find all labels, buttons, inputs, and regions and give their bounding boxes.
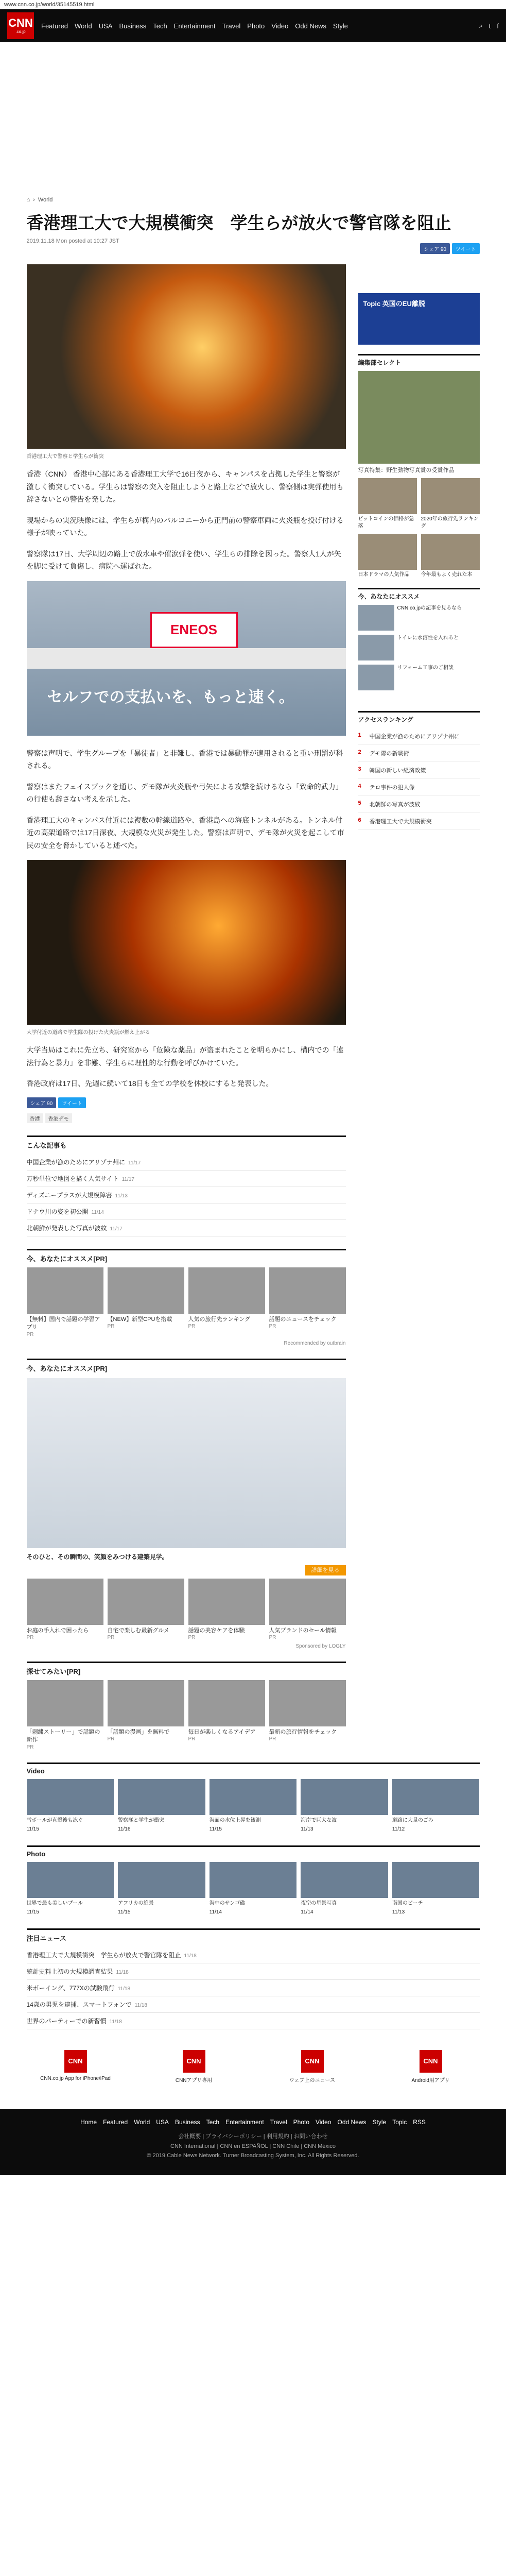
list-item[interactable] <box>27 1204 346 1220</box>
sidebar-rec-heading: 今、あなたにオススメ <box>358 588 480 601</box>
sidebar-select-item[interactable] <box>421 534 480 579</box>
footer-link[interactable]: Business <box>175 2118 200 2126</box>
cta-button[interactable]: 詳細を見る <box>305 1565 346 1575</box>
popular-list <box>27 1154 346 1236</box>
topic-banner[interactable]: Topic 英国のEU離脱 <box>358 293 480 345</box>
list-item-text: ディズニープラスが大規模障害 <box>26 1191 112 1199</box>
thumb-image <box>392 1779 480 1815</box>
card-text: 話題のニュースをチェック <box>269 1316 337 1323</box>
nav-item[interactable]: Photo <box>247 22 265 30</box>
card-text: 「話題の漫画」を無料で <box>107 1728 170 1735</box>
twitter-share-button[interactable]: ツイート <box>58 1097 86 1108</box>
list-item-date: 11/17 <box>121 1176 134 1182</box>
cnn-app-icon: CNN <box>183 2050 205 2073</box>
sidebar-rec-item[interactable] <box>358 635 480 660</box>
thumb-text: 世界で最も美しいプール <box>26 1900 83 1906</box>
tag-list <box>27 1113 346 1123</box>
sidebar-select-text: 日本ドラマの人気作品 <box>358 572 410 578</box>
sidebar-select-heading: 編集部セレクト <box>358 354 480 367</box>
ranking-text: テロ事件の犯人像 <box>369 784 415 791</box>
list-item[interactable] <box>27 1947 480 1963</box>
thumb-image <box>27 1779 114 1815</box>
footer-link[interactable]: Travel <box>270 2118 287 2126</box>
list-item[interactable] <box>27 1187 346 1204</box>
thumb-date: 11/15 <box>209 1826 222 1833</box>
rec-card[interactable] <box>27 1579 103 1640</box>
sidebar-select-text: 今年最もよく売れた本 <box>421 572 473 578</box>
card-text: 「刺繍ストーリー」で話題の新作 <box>26 1728 100 1743</box>
paragraph: 香港（CNN） 香港中心部にある香港理工大学で16日夜から、キャンパスを占拠した学生と警察が激しく衝突している。学生らは警察の突入を阻止しようと路上などで放火し、警察側は実弾使用も辞さないとの警告を発した。 <box>26 470 344 504</box>
nav-item[interactable]: Tech <box>153 22 167 30</box>
thumb-text: 海岸で巨大な波 <box>301 1817 337 1823</box>
card-thumbnail <box>27 1680 103 1726</box>
sidebar-feature-text[interactable]: 写真特集：野生動物写真賞の受賞作品 <box>358 467 455 474</box>
sidebar-rec-thumb <box>358 605 394 631</box>
logly-brand[interactable]: Sponsored by LOGLY <box>295 1643 346 1649</box>
rec2-cards <box>27 1579 346 1640</box>
thumb-date: 11/15 <box>118 1909 131 1916</box>
card-text: 人気ブランドのセール情報 <box>269 1627 337 1634</box>
facebook-share-button[interactable]: シェア 90 <box>420 243 450 254</box>
footer-links <box>0 2119 506 2126</box>
nav-item[interactable]: Entertainment <box>173 22 216 30</box>
copyright: © 2019 Cable News Network. Turner Broadcasting System, Inc. All Rights Reserved. <box>147 2152 359 2159</box>
app-label: CNNアプリ専用 <box>175 2077 213 2083</box>
nav-item[interactable]: Business <box>119 22 147 30</box>
eneos-sign: ENEOS <box>150 612 238 648</box>
app-link[interactable] <box>37 2050 114 2083</box>
ranking-item[interactable] <box>358 779 480 796</box>
app-link[interactable] <box>155 2050 233 2083</box>
sidebar-rec-text: トイレに水溶性を入れると <box>397 635 459 641</box>
thumb-item[interactable] <box>392 1862 480 1916</box>
nav-item[interactable]: Odd News <box>295 22 326 30</box>
nav-item[interactable]: USA <box>98 22 113 30</box>
footer-link[interactable]: Photo <box>293 2118 309 2126</box>
card-source: PR <box>269 1634 276 1640</box>
card-thumbnail <box>188 1579 265 1625</box>
card-text: 毎日が楽しくなるアイデア <box>188 1728 256 1735</box>
list-item-text: 中国企業が漁のためにアリゾナ州に <box>26 1158 126 1166</box>
list-item-text: 統計史料上初の大規模調査結果 <box>26 1968 113 1975</box>
video-ad[interactable] <box>27 1378 346 1548</box>
footer <box>0 2109 506 2175</box>
footer-link[interactable]: World <box>134 2118 150 2126</box>
thumb-text: 道路に大量のごみ <box>392 1817 433 1823</box>
list-item-date: 11/17 <box>128 1160 141 1166</box>
rec-card[interactable] <box>269 1267 346 1337</box>
photo-row <box>27 1862 480 1916</box>
card-thumbnail <box>27 1267 103 1314</box>
card-text: 話題の美容ケアを体験 <box>188 1627 245 1634</box>
footer-sub2[interactable]: CNN International | CNN en ESPAÑOL | CNN Chile | CNN México <box>170 2143 336 2149</box>
thumb-text: 南国のビーチ <box>392 1900 423 1906</box>
footer-link[interactable]: USA <box>156 2118 169 2126</box>
list-item-text: 米ボーイング、777Xの試験飛行 <box>26 1984 115 1992</box>
card-thumbnail <box>188 1267 265 1314</box>
url-bar <box>0 0 506 9</box>
list-item-text: 世界のパーティーでの新習慣 <box>26 2017 107 2025</box>
footer-link[interactable]: Style <box>372 2118 387 2126</box>
share-buttons-bottom <box>27 1097 346 1108</box>
card-text: 【無料】国内で話題の学習アプリ <box>26 1316 100 1331</box>
sidebar-select-item[interactable] <box>421 478 480 530</box>
cnn-app-icon: CNN <box>420 2050 442 2073</box>
rec-card[interactable] <box>27 1680 103 1750</box>
list-item[interactable] <box>27 1154 346 1171</box>
footer-link[interactable]: RSS <box>413 2118 426 2126</box>
thumb-text: 雪ボールが直撃後も泳ぐ <box>26 1817 83 1823</box>
list-item[interactable] <box>27 1171 346 1187</box>
nav-item[interactable]: Style <box>333 22 348 30</box>
thumb-item[interactable] <box>392 1779 480 1833</box>
sidebar-rec-thumb <box>358 635 394 660</box>
sidebar-rec-item[interactable] <box>358 605 480 631</box>
card-source: PR <box>188 1324 196 1330</box>
rec1-cards <box>27 1267 346 1337</box>
url-text: www.cnn.co.jp/world/35145519.html <box>4 2 95 8</box>
card-text: 【NEW】新型CPUを搭載 <box>107 1316 172 1323</box>
thumb-item[interactable] <box>27 1862 114 1916</box>
article-body <box>27 264 346 1750</box>
thumb-text: 夜空の星景写真 <box>301 1900 337 1906</box>
card-text: 自宅で楽しむ最新グルメ <box>107 1627 169 1634</box>
video-row <box>27 1779 480 1833</box>
thumb-date: 11/12 <box>392 1826 405 1833</box>
list-item-text: ドナウ川の姿を初公開 <box>26 1208 89 1215</box>
card-text: 人気の旅行先ランキング <box>188 1316 251 1323</box>
list-item[interactable] <box>27 1996 480 2013</box>
rec-card[interactable] <box>188 1680 265 1750</box>
video-heading: Video <box>27 1762 480 1775</box>
thumb-image <box>301 1862 388 1898</box>
rec3-cards <box>27 1680 346 1750</box>
popular-heading: こんな記事も <box>27 1136 346 1150</box>
card-thumbnail <box>269 1267 346 1314</box>
list-item-text: 14歳の男児を逮捕、スマートフォンで <box>26 2001 132 2008</box>
card-thumbnail <box>269 1579 346 1625</box>
thumb-item[interactable] <box>210 1779 297 1833</box>
card-thumbnail <box>188 1680 265 1726</box>
thumb-image <box>210 1862 297 1898</box>
sidebar-select-grid <box>358 478 480 579</box>
card-thumbnail <box>108 1579 184 1625</box>
card-source: PR <box>26 1331 34 1337</box>
list-item-date: 11/14 <box>91 1209 104 1215</box>
list-item-date: 11/18 <box>117 1986 131 1992</box>
rec2-heading: 今、あなたにオススメ[PR] <box>27 1359 346 1373</box>
ranking-number: 3 <box>358 766 361 772</box>
rec-card[interactable] <box>108 1579 184 1640</box>
paragraph: 香港政府は17日、先週に続いて18日も全ての学校を休校にすると発表した。 <box>26 1079 273 1088</box>
breadcrumb-section[interactable]: World <box>38 197 53 203</box>
card-source: PR <box>269 1736 276 1742</box>
search-icon[interactable]: ⌕ <box>479 22 483 29</box>
footer-link[interactable]: Tech <box>206 2118 220 2126</box>
page-content <box>27 197 480 2083</box>
thumb-text: 警察隊と学生が衝突 <box>118 1817 165 1823</box>
list-item-date: 11/13 <box>115 1193 128 1199</box>
latest-list <box>27 1947 480 2029</box>
card-source: PR <box>269 1324 276 1330</box>
list-item-date: 11/18 <box>184 1953 197 1959</box>
card-source: PR <box>107 1634 115 1640</box>
ranking-number: 4 <box>358 783 361 789</box>
sidebar-rec-thumb <box>358 665 394 690</box>
ranking-heading: アクセスランキング <box>358 711 480 724</box>
home-icon[interactable]: ⌂ <box>26 197 30 203</box>
thumb-date: 11/16 <box>118 1826 131 1833</box>
ranking-number: 1 <box>358 732 361 738</box>
ad-canopy <box>27 648 346 669</box>
hero-image <box>27 264 346 449</box>
nav-item[interactable]: Featured <box>41 22 68 30</box>
thumb-date: 11/15 <box>26 1826 39 1833</box>
app-label: CNN.co.jp App for iPhone/iPad <box>40 2075 111 2081</box>
ranking-item[interactable] <box>358 762 480 779</box>
app-label: ウェブ上のニュース <box>289 2077 336 2083</box>
card-source: PR <box>107 1324 115 1330</box>
thumb-image <box>118 1862 205 1898</box>
cnn-app-icon: CNN <box>64 2050 87 2073</box>
cnn-logo[interactable]: CNN .co.jp <box>7 12 34 39</box>
list-item[interactable] <box>27 1220 346 1236</box>
facebook-share-button[interactable]: シェア 90 <box>27 1097 57 1108</box>
sidebar-select-thumb <box>358 478 417 514</box>
rec-card[interactable] <box>108 1267 184 1337</box>
card-source: PR <box>188 1634 196 1640</box>
sidebar-feature-image[interactable] <box>358 371 480 464</box>
thumb-date: 11/13 <box>392 1909 405 1916</box>
sidebar-rec-item[interactable] <box>358 665 480 690</box>
photo-heading: Photo <box>27 1845 480 1858</box>
ranking-number: 2 <box>358 749 361 755</box>
card-text: 最新の旅行情報をチェック <box>269 1728 337 1735</box>
sidebar-rec-text: CNN.co.jpの記事を見るなら <box>397 605 462 611</box>
ranking-text: 中国企業が漁のためにアリゾナ州に <box>369 733 460 740</box>
sidebar-select-thumb <box>421 478 480 514</box>
video-ad-caption: そのひと、その瞬間の、笑顔をみつける建築見学。 <box>26 1553 168 1561</box>
footer-link[interactable]: Video <box>316 2118 331 2126</box>
facebook-icon[interactable]: f <box>497 22 499 30</box>
list-item-text: 香港理工大で大規模衝突 学生らが放火で警官隊を阻止 <box>26 1951 181 1959</box>
share-buttons <box>27 243 480 254</box>
app-links <box>27 2050 480 2083</box>
ranking-item[interactable] <box>358 728 480 745</box>
card-source: PR <box>26 1634 34 1640</box>
sidebar-select-item[interactable] <box>358 478 417 530</box>
thumb-text: 海中のサンゴ礁 <box>209 1900 246 1906</box>
article-photo <box>27 860 346 1025</box>
card-thumbnail <box>108 1680 184 1726</box>
paragraph: 現場からの実況映像には、学生らが構内のバルコニーから正門前の警察車両に火炎瓶を投げ付ける様子が映っていた。 <box>26 516 344 537</box>
rec-card[interactable] <box>269 1579 346 1640</box>
thumb-image <box>118 1779 205 1815</box>
sidebar-rec-list <box>358 605 480 690</box>
thumb-text: 海面の水位上昇を観測 <box>209 1817 261 1823</box>
rec-card[interactable] <box>269 1680 346 1750</box>
ranking-text: 韓国の新しい経済政策 <box>369 767 426 774</box>
hero-caption: 香港理工大で警察と学生らが衝突 <box>26 454 104 460</box>
rec-card[interactable] <box>27 1267 103 1337</box>
thumb-item[interactable] <box>301 1779 388 1833</box>
list-item-date: 11/18 <box>109 2019 122 2025</box>
article-date: 2019.11.18 Mon posted at 10:27 JST <box>26 238 119 245</box>
ranking-text: 北朝鮮の写真が波紋 <box>369 801 421 808</box>
paragraph: 香港理工大のキャンパス付近には複数の幹線道路や、香港島への海底トンネルがある。トンネル付近の高架道路では17日深夜、大規模な火災が発生した。警察は声明で、デモ隊が火災を起こして市民の安全を脅かしていると述べた。 <box>26 816 344 850</box>
card-thumbnail <box>269 1680 346 1726</box>
paragraph: 大学当局はこれに先立ち、研究室から「危険な薬品」が盗まれたことを明らかにし、構内での「違法行為と暴力」を非難、学生らに理性的な行動を呼びかけていた。 <box>26 1046 344 1067</box>
thumb-date: 11/14 <box>209 1909 222 1916</box>
thumb-date: 11/14 <box>301 1909 313 1916</box>
footer-sub1[interactable]: 会社概要 | プライバシーポリシー | 利用規約 | お問い合わせ <box>178 2133 328 2140</box>
thumb-item[interactable] <box>118 1779 205 1833</box>
nav-item[interactable]: World <box>75 22 92 30</box>
tag[interactable]: 香港 <box>27 1113 43 1123</box>
rec1-heading: 今、あなたにオススメ[PR] <box>27 1249 346 1263</box>
card-source: PR <box>26 1744 34 1750</box>
eneos-ad[interactable] <box>27 581 346 736</box>
thumb-image <box>27 1862 114 1898</box>
app-link[interactable] <box>392 2050 469 2083</box>
footer-link[interactable]: Topic <box>392 2118 407 2126</box>
card-thumbnail <box>27 1579 103 1625</box>
paragraph: 警察は声明で、学生グループを「暴徒者」と非難し、香港では暴動罪が適用されると重い刑罰が科される。 <box>26 749 343 770</box>
sidebar <box>358 293 480 830</box>
sidebar-select-text: 2020年の旅行先ランキング <box>421 516 479 529</box>
twitter-share-button[interactable]: ツイート <box>452 243 480 254</box>
nav-item[interactable]: Video <box>271 22 289 30</box>
sidebar-select-text: ビットコインの価格が急落 <box>358 516 414 529</box>
ranking-number: 6 <box>358 817 361 823</box>
article-title: 香港理工大で大規模衝突 学生らが放火で警官隊を阻止 <box>26 213 451 232</box>
thumb-item[interactable] <box>210 1862 297 1916</box>
footer-link[interactable]: Featured <box>103 2118 128 2126</box>
card-source: PR <box>107 1736 115 1742</box>
list-item-date: 11/17 <box>110 1226 123 1232</box>
breadcrumb: ⌂ › World <box>26 197 53 203</box>
ad-copy: セルフでの支払いを、もっと速く。 <box>47 688 294 706</box>
thumb-item[interactable] <box>118 1862 205 1916</box>
top-nav <box>0 9 506 42</box>
sidebar-select-thumb <box>358 534 417 570</box>
thumb-image <box>301 1779 388 1815</box>
list-item-text: 万秒単位で地図を描く人気サイト <box>26 1175 119 1182</box>
nav-item[interactable]: Travel <box>222 22 241 30</box>
card-source: PR <box>188 1736 196 1742</box>
rec3-heading: 探せてみたい[PR] <box>27 1662 346 1676</box>
list-item-date: 11/18 <box>134 2002 147 2008</box>
app-link[interactable] <box>274 2050 351 2083</box>
twitter-icon[interactable]: t <box>488 22 491 30</box>
nav-list <box>41 22 348 30</box>
thumb-text: アフリカの絶景 <box>118 1900 154 1906</box>
ranking-item[interactable] <box>358 796 480 813</box>
thumb-item[interactable] <box>301 1862 388 1916</box>
tag[interactable]: 香港デモ <box>45 1113 72 1123</box>
thumb-item[interactable] <box>27 1779 114 1833</box>
card-text: お庭の手入れで困ったら <box>26 1627 89 1634</box>
footer-link[interactable]: Entertainment <box>225 2118 264 2126</box>
sidebar-select-thumb <box>421 534 480 570</box>
sidebar-select-item[interactable] <box>358 534 417 579</box>
footer-link[interactable]: Odd News <box>337 2118 367 2126</box>
thumb-image <box>210 1779 297 1815</box>
list-item[interactable] <box>27 1980 480 1996</box>
rec-card[interactable] <box>108 1680 184 1750</box>
list-item[interactable] <box>27 2013 480 2029</box>
rec-card[interactable] <box>188 1267 265 1337</box>
ranking-item[interactable] <box>358 813 480 830</box>
cnn-app-icon: CNN <box>301 2050 324 2073</box>
footer-link[interactable]: Home <box>80 2118 97 2126</box>
paragraph: 警察はまたフェイスブックを通じ、デモ隊が火炎瓶や弓矢による攻撃を続けるなら「致命的武力」の行使も辞さない考えを示した。 <box>26 782 343 804</box>
latest-heading: 注目ニュース <box>27 1928 480 1943</box>
rec-card[interactable] <box>188 1579 265 1640</box>
ranking-text: 香港理工大で大規模衝突 <box>369 818 432 825</box>
sidebar-rec-text: リフォーム工事のご相談 <box>397 665 453 671</box>
card-thumbnail <box>108 1267 184 1314</box>
ranking-list <box>358 728 480 830</box>
outbrain-brand[interactable]: Recommended by outbrain <box>284 1340 346 1346</box>
ranking-number: 5 <box>358 800 361 806</box>
ranking-text: デモ隊の新戦術 <box>369 750 409 757</box>
paragraph: 警察隊は17日、大学周辺の路上で放水車や催涙弾を使い、学生らの排除を図った。警察人1人が矢を脚に受けて負傷し、病院へ運ばれた。 <box>26 549 341 571</box>
list-item-date: 11/18 <box>116 1969 129 1975</box>
ranking-item[interactable] <box>358 745 480 762</box>
thumb-date: 11/15 <box>26 1909 39 1916</box>
list-item-text: 北朝鮮が発表した写真が波紋 <box>26 1224 107 1232</box>
thumb-image <box>392 1862 480 1898</box>
app-label: Android用アプリ <box>411 2077 450 2083</box>
photo-caption: 大学付近の道路で学生隊の投げた火炎瓶が燃え上がる <box>26 1030 150 1036</box>
list-item[interactable] <box>27 1963 480 1980</box>
thumb-date: 11/13 <box>301 1826 313 1833</box>
nav-right <box>479 22 499 30</box>
